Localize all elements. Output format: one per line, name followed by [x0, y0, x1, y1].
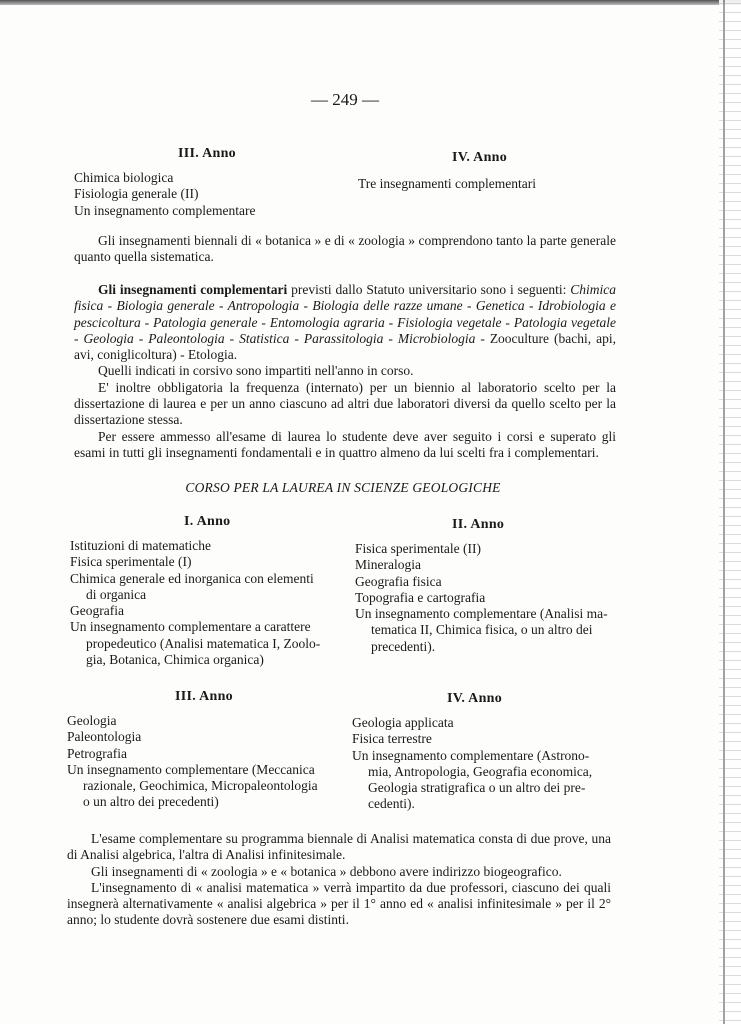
course-line: cedenti). [368, 796, 415, 812]
course-line: Chimica generale ed inorganica con elementi [70, 570, 314, 586]
course-line: Geologia stratigrafica o un altro dei pre- [368, 780, 586, 796]
course-line: Petrografia [67, 745, 127, 761]
heading-year-3: III. Anno [178, 146, 236, 161]
complementari-intro-rest: previsti dallo Statuto universitario sono i seguenti: [287, 282, 567, 297]
course-item: Tre insegnamenti complementari [358, 176, 536, 191]
course-line: Un insegnamento complementare (Astrono- [352, 747, 590, 763]
geo-year-2-list [355, 541, 608, 655]
course-line: Topografia e cartografia [355, 589, 486, 605]
geo-year-4-list [352, 715, 592, 813]
course-title: CORSO PER LA LAUREA IN SCIENZE GEOLOGICHE [185, 480, 501, 495]
scan-binding-edge [719, 0, 741, 1024]
course-line: o un altro dei precedenti) [83, 794, 219, 810]
paragraph-corsivo: Quelli indicati in corsivo sono impartiti nell'anno in corso. [98, 363, 414, 379]
paragraph-esame: Per essere ammesso all'esame di laurea lo studente deve aver seguito i corsi e superato gli esami in tutti gli insegnamenti fondamentali e in quattro almeno da lui scelti fra i complementari. [74, 428, 616, 460]
complementari-bold-intro: Gli insegnamenti complementari [98, 282, 288, 297]
note-analisi-esame: L'esame complementare su programma biennale di Analisi matematica consta di due prove, una di Analisi algebrica, l'altra di Analisi infinitesimale. [67, 831, 611, 863]
course-line: Geografia [70, 603, 124, 619]
course-line: Un insegnamento complementare a carattere [70, 619, 311, 635]
heading-geo-year-2: II. Anno [452, 517, 505, 532]
course-line: precedenti). [371, 638, 436, 654]
note-analisi-professori: L'insegnamento di « analisi matematica » verrà impartito da due professori, ciascuno dei quali insegnerà alternativamente « analisi algebrica » per il 1° anno ed « analisi infinitesimale » per il 2° anno; lo studente dovrà sostenere due esami distinti. [67, 879, 611, 928]
final-notes [67, 831, 611, 929]
heading-geo-year-4: IV. Anno [447, 691, 503, 706]
course-line: Un insegnamento complementare (Analisi ma- [355, 606, 608, 622]
course-item: Un insegnamento complementare [74, 202, 256, 218]
paragraph-obbligatoria: E' inoltre obbligatoria la frequenza (internato) per un biennio al laboratorio scelto per la dissertazione di laurea e per un anno ciascuno ad altri due laboratori diversi da quello scelto per la dissertazione stessa. [74, 379, 616, 428]
geo-year-3-list [67, 713, 318, 811]
course-line: Geologia applicata [352, 715, 454, 730]
complementari-plain-courses: Zooculture (bachi, api, avi, coniglicoltura) - Etologia. [74, 330, 616, 363]
heading-geo-year-1: I. Anno [184, 514, 231, 529]
course-item: Fisiologia generale (II) [74, 186, 199, 202]
course-line: Fisica terrestre [352, 731, 432, 747]
complementari-list [74, 282, 616, 363]
course-line: di organica [86, 586, 147, 602]
course-line: Fisica sperimentale (I) [70, 554, 192, 570]
course-line: gia, Botanica, Chimica organica) [86, 652, 264, 668]
course-line: tematica II, Chimica fisica, o un altro dei [371, 622, 593, 638]
year-3-course-list [74, 170, 255, 219]
complementari-italic-courses: Chimica fisica - Biologia generale - Antropologia - Biologia delle razze umane - Genetica - Idrobiologia e pescicoltura - Patologia generale - Entomologia agraria - Fisiologia vegetale - Patologia vegetale - Geologia - Paleontologia - Statistica - Parassitologia - Microbiologia - [74, 282, 617, 346]
scan-top-edge [0, 0, 741, 5]
course-line: Istituzioni di matematiche [70, 538, 211, 553]
course-line: Paleontologia [67, 729, 142, 745]
course-item: Chimica biologica [74, 170, 174, 185]
course-line: Geologia [67, 713, 117, 728]
course-line: Un insegnamento complementare (Meccanica [67, 761, 315, 777]
heading-year-4: IV. Anno [452, 150, 508, 165]
course-line: propedeutico (Analisi matematica I, Zoolo- [86, 635, 321, 651]
note-zoologia-botanica: Gli insegnamenti di « zoologia » e « botanica » debbono avere indirizzo biogeografico. [91, 863, 562, 879]
course-line: mia, Antropologia, Geografia economica, [368, 763, 593, 779]
course-line: Geografia fisica [355, 573, 442, 589]
geo-year-1-list [70, 538, 320, 668]
paragraph-complementari [74, 282, 616, 461]
paragraph-text: Gli insegnamenti biennali di « botanica » e di « zoologia » comprendono tanto la parte generale quanto quella sistematica. [74, 233, 616, 265]
heading-geo-year-3: III. Anno [175, 689, 233, 704]
paragraph-biennali [74, 233, 616, 266]
course-line: Mineralogia [355, 557, 421, 573]
page-number: — 249 — [311, 90, 379, 109]
year-4-course-list [358, 176, 536, 192]
course-line: razionale, Geochimica, Micropaleontologia [83, 778, 318, 794]
course-line: Fisica sperimentale (II) [355, 541, 481, 556]
